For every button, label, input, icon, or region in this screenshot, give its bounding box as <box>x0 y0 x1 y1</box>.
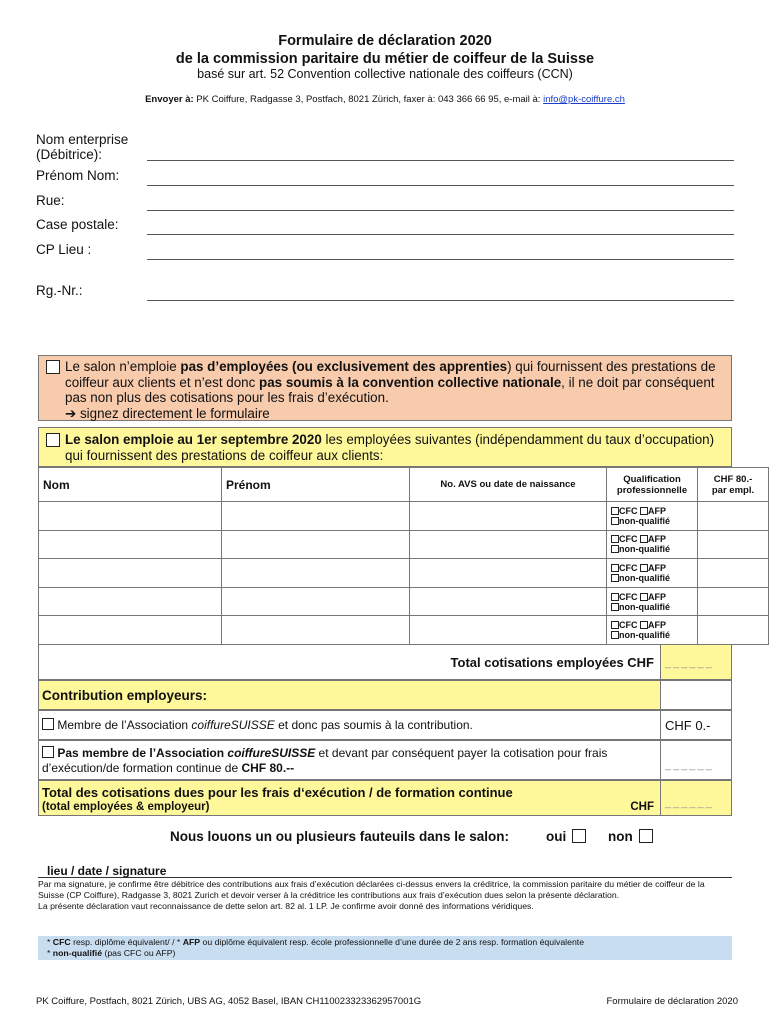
cfc-checkbox[interactable] <box>611 507 619 515</box>
member-value: CHF 0.- <box>665 718 711 733</box>
total-employees-label-box <box>38 644 661 680</box>
cfc-checkbox[interactable] <box>611 593 619 601</box>
zip-city-label: CP Lieu : <box>36 242 92 257</box>
table-row <box>39 587 769 616</box>
reg-no-field[interactable] <box>147 300 734 301</box>
nom-cell[interactable] <box>39 587 222 616</box>
cfc-checkbox[interactable] <box>611 564 619 572</box>
col-nom: Nom <box>39 468 222 502</box>
signature-line[interactable] <box>38 877 732 878</box>
member-value-box <box>660 710 732 740</box>
employees-checkbox[interactable] <box>46 433 60 447</box>
zip-city-field[interactable] <box>147 259 734 260</box>
member-checkbox[interactable] <box>42 718 54 730</box>
prenom-cell[interactable] <box>222 502 410 531</box>
prenom-cell[interactable] <box>222 616 410 645</box>
employee-table-grid <box>38 467 769 645</box>
table-row <box>39 502 769 531</box>
name-field[interactable] <box>147 185 734 186</box>
chf-cell[interactable] <box>698 530 769 559</box>
chairs-question: Nous louons un ou plusieurs fauteuils dans le salon: <box>170 829 510 844</box>
name-label: Prénom Nom: <box>36 168 120 183</box>
grand-total-line1: Total des cotisations dues pour les frais d‘exécution / de formation continue <box>42 785 513 800</box>
company-field[interactable] <box>147 160 734 161</box>
qualification-cell: CFC AFP non-qualifié <box>607 502 698 531</box>
chf-cell[interactable] <box>698 587 769 616</box>
avs-cell[interactable] <box>410 502 607 531</box>
non-qualified-checkbox[interactable] <box>611 545 619 553</box>
employer-heading-value <box>660 680 732 710</box>
afp-checkbox[interactable] <box>640 507 648 515</box>
total-employees-value[interactable]: ______ <box>660 644 732 680</box>
nom-cell[interactable] <box>39 530 222 559</box>
non-qualified-checkbox[interactable] <box>611 517 619 525</box>
avs-cell[interactable] <box>410 530 607 559</box>
grand-total-box <box>38 780 661 816</box>
qualification-cell: CFC AFP non-qualifié <box>607 530 698 559</box>
nom-cell[interactable] <box>39 616 222 645</box>
non-member-row: Pas membre de l’Association coiffureSUISSE et devant par conséquent payer la cotisation pour frais d’exécution/de formation continue de CHF 80.-- <box>38 740 661 780</box>
chairs-yes-label: oui <box>546 829 567 844</box>
document-subtitle: de la commission paritaire du métier de coiffeur de la Suisse <box>175 51 595 67</box>
reg-no-label: Rg.-Nr.: <box>36 283 83 298</box>
table-row <box>39 530 769 559</box>
grand-total-line2: (total employées & employeur) <box>42 801 210 813</box>
table-row <box>39 616 769 645</box>
grand-total-chf: CHF <box>630 801 654 813</box>
arrow-icon: ➔ <box>65 405 77 421</box>
afp-checkbox[interactable] <box>640 535 648 543</box>
email-link[interactable]: info@pk-coiffure.ch <box>543 94 625 105</box>
non-member-value[interactable]: ______ <box>660 740 732 780</box>
chairs-no-label: non <box>608 829 633 844</box>
non-qualified-checkbox[interactable] <box>611 603 619 611</box>
afp-checkbox[interactable] <box>640 564 648 572</box>
afp-checkbox[interactable] <box>640 621 648 629</box>
col-prenom: Prénom <box>222 468 410 502</box>
qualification-notes: * CFC resp. diplôme équivalent/ / * AFP ou diplôme équivalent resp. école professionnelle d’une durée de 2 ans resp. formation équivalente * non-qualifié (pas CFC ou AFP) <box>38 936 732 960</box>
chf-cell[interactable] <box>698 616 769 645</box>
cfc-checkbox[interactable] <box>611 621 619 629</box>
nom-cell[interactable] <box>39 559 222 588</box>
footer-right: Formulaire de déclaration 2020 <box>606 996 738 1007</box>
non-member-checkbox[interactable] <box>42 746 54 758</box>
chairs-yes-checkbox[interactable] <box>572 829 586 843</box>
member-row: Membre de l’Association coiffureSUISSE et donc pas soumis à la contribution. <box>38 710 661 740</box>
employer-heading: Contribution employeurs: <box>42 688 207 703</box>
non-qualified-checkbox[interactable] <box>611 631 619 639</box>
street-field[interactable] <box>147 210 734 211</box>
prenom-cell[interactable] <box>222 587 410 616</box>
qualification-cell: CFC AFP non-qualifié <box>607 559 698 588</box>
document-basis: basé sur art. 52 Convention collective nationale des coiffeurs (CCN) <box>197 67 573 81</box>
no-employees-checkbox[interactable] <box>46 360 60 374</box>
option-no-employees: Le salon n’emploie pas d’employées (ou exclusivement des apprenties) qui fournissent des prestations de coiffeur aux clients et n’est donc pas soumis à la convention collective nationale, il ne doit par conséquent pas non plus des cotisations pour les frais d’exécution. ➔ signez directement le formulaire <box>38 355 732 421</box>
avs-cell[interactable] <box>410 587 607 616</box>
prenom-cell[interactable] <box>222 530 410 559</box>
table-row <box>39 559 769 588</box>
total-employees-label: Total cotisations employées CHF <box>450 655 654 670</box>
col-chf: CHF 80.- par empl. <box>698 468 769 502</box>
option-employees: Le salon emploie au 1er septembre 2020 les employées suivantes (indépendamment du taux d’occupation) qui fournissent des prestations de coiffeur aux clients: <box>38 427 732 467</box>
street-label: Rue: <box>36 193 65 208</box>
signature-label: lieu / date / signature <box>47 864 167 878</box>
avs-cell[interactable] <box>410 559 607 588</box>
cfc-checkbox[interactable] <box>611 535 619 543</box>
employer-heading-box <box>38 680 661 710</box>
footer-left: PK Coiffure, Postfach, 8021 Zürich, UBS AG, 4052 Basel, IBAN CH110023323362957001G <box>36 996 422 1007</box>
afp-checkbox[interactable] <box>640 593 648 601</box>
avs-cell[interactable] <box>410 616 607 645</box>
qualification-cell: CFC AFP non-qualifié <box>607 587 698 616</box>
col-avs: No. AVS ou date de naissance <box>410 468 607 502</box>
qualification-cell: CFC AFP non-qualifié <box>607 616 698 645</box>
po-box-field[interactable] <box>147 234 734 235</box>
po-box-label: Case postale: <box>36 217 119 232</box>
chf-cell[interactable] <box>698 559 769 588</box>
send-instructions: Envoyer à: PK Coiffure, Radgasse 3, Postfach, 8021 Zürich, faxer à: 043 366 66 95, e-mail à: info@pk-coiffure.ch <box>145 94 625 105</box>
col-qualification: Qualification professionnelle <box>607 468 698 502</box>
non-qualified-checkbox[interactable] <box>611 574 619 582</box>
chf-cell[interactable] <box>698 502 769 531</box>
signature-paragraph: Par ma signature, je confirme être débitrice des contributions aux frais d’exécution déclarées ci-dessus envers la créditrice, la commission paritaire du métier de coiffeur de la Suisse (CP Coiffure), Radgasse 3, 8021 Zurich et devoir verser à la créditrice les contributions aux frais d’exécution dues selon la présente déclaration. La présente déclaration vaut reconnaissance de dette selon art. 82 al. 1 LP. Je confirme avoir donné des informations véridiques. <box>38 879 705 911</box>
grand-total-value[interactable]: ______ <box>660 780 732 816</box>
nom-cell[interactable] <box>39 502 222 531</box>
company-label: Nom enterprise (Débitrice): <box>36 132 129 162</box>
chairs-no-checkbox[interactable] <box>639 829 653 843</box>
document-title: Formulaire de déclaration 2020 <box>278 33 492 49</box>
prenom-cell[interactable] <box>222 559 410 588</box>
